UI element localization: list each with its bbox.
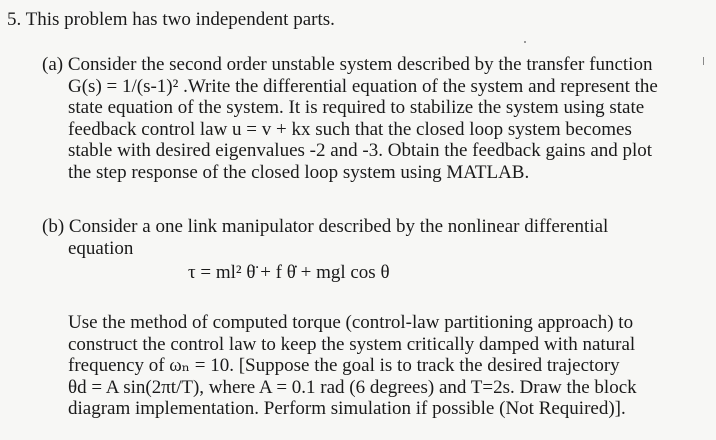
part-b-body-line-3: frequency of ωₙ = 10. [Suppose the goal is to track the desired trajectory [68, 355, 620, 376]
part-b-body-line-4: θd = A sin(2πt/T), where A = 0.1 rad (6 degrees) and T=2s. Draw the block [68, 376, 637, 398]
part-a-line-3: state equation of the system. It is required to stabilize the system using state [68, 97, 645, 118]
part-b-body [68, 312, 708, 420]
problem-heading: 5. This problem has two independent parts. [7, 9, 335, 30]
part-a-line-5: stable with desired eigenvalues -2 and -3. Obtain the feedback gains and plot [68, 140, 653, 161]
part-a [42, 54, 708, 183]
part-a-line-1: (a) Consider the second order unstable system described by the transfer function [42, 54, 653, 75]
part-b-line-1: (b) Consider a one link manipulator described by the nonlinear differential [42, 216, 609, 237]
part-b-body-line-2: construct the control law to keep the system critically damped with natural [68, 333, 636, 355]
part-b [42, 216, 708, 285]
part-b-body-line-1: Use the method of computed torque (control-law partitioning approach) to [68, 312, 634, 333]
part-a-line-2: G(s) = 1/(s-1)² .Write the differential equation of the system and represent the [68, 75, 658, 97]
part-b-body-line-5: diagram implementation. Perform simulation if possible (Not Required)]. [68, 398, 626, 419]
scan-artifact-dot [524, 41, 526, 43]
part-a-line-4: feedback control law u = v + kx such that the closed loop system becomes [68, 118, 632, 140]
part-a-line-6: the step response of the closed loop system using MATLAB. [68, 161, 530, 183]
part-b-line-2: equation [68, 237, 134, 259]
manipulator-equation: τ = ml² θ̈ + f θ̇ + mgl cos θ [188, 262, 390, 283]
